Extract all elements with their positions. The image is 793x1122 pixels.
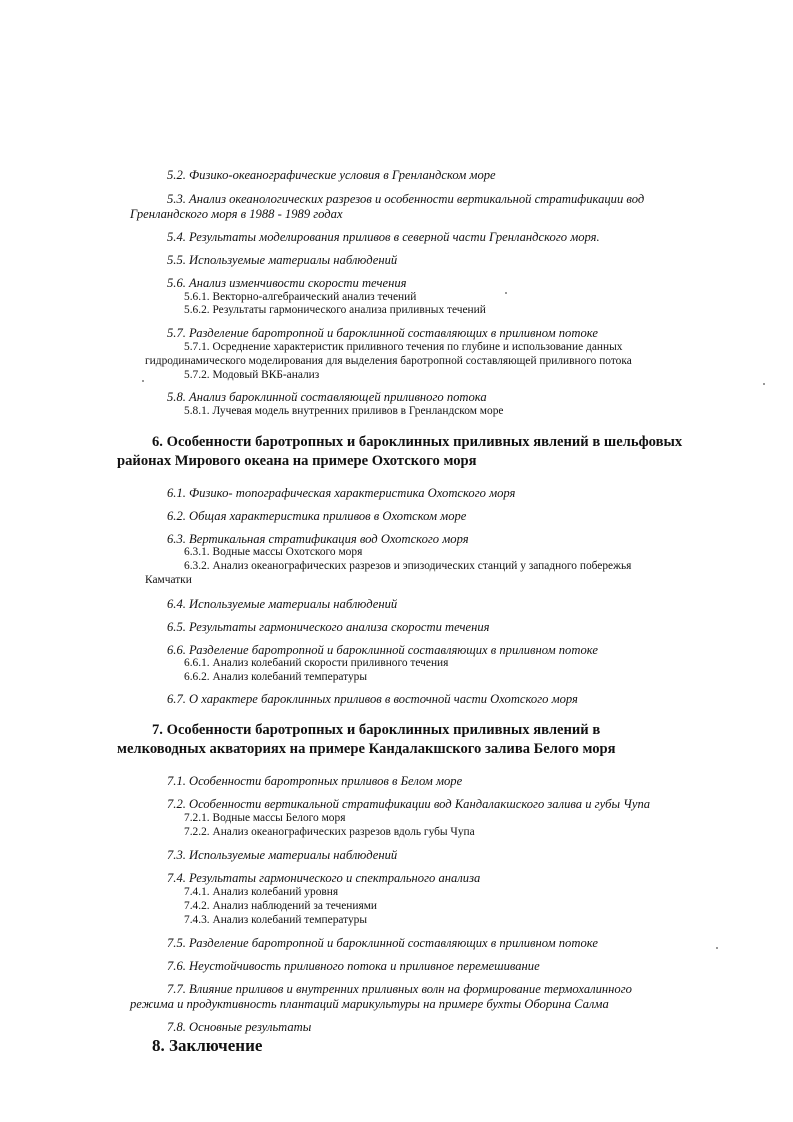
scan-speck (505, 292, 507, 294)
toc-entry-6-5: 6.5. Результаты гармонического анализа скорости течения (167, 620, 490, 634)
toc-entry-6-3-2-cont: Камчатки (145, 574, 192, 586)
toc-entry-6-6-1: 6.6.1. Анализ колебаний скорости приливного течения (184, 657, 449, 669)
toc-entry-5-7: 5.7. Разделение баротропной и бароклинной составляющих в приливном потоке (167, 326, 598, 340)
toc-entry-6-6-2: 6.6.2. Анализ колебаний температуры (184, 671, 368, 683)
toc-entry-7-2: 7.2. Особенности вертикальной стратификации вод Кандалакшского залива и губы Чупа (167, 797, 651, 811)
toc-entry-7-8: 7.8. Основные результаты (167, 1020, 312, 1034)
toc-entry-7-2-2: 7.2.2. Анализ океанографических разрезов вдоль губы Чупа (184, 826, 475, 838)
chapter-7-title: 7. Особенности баротропных и бароклинных приливных явлений в (152, 722, 601, 738)
toc-entry-6-2: 6.2. Общая характеристика приливов в Охотском море (167, 509, 467, 523)
toc-entry-6-7: 6.7. О характере бароклинных приливов в восточной части Охотского моря (167, 692, 578, 706)
toc-entry-5-3-cont: Гренландского моря в 1988 - 1989 годах (130, 207, 343, 221)
toc-entry-5-6-1: 5.6.1. Векторно-алгебраический анализ течений (184, 291, 417, 303)
toc-entry-7-4-1: 7.4.1. Анализ колебаний уровня (184, 886, 339, 898)
chapter-8-title: 8. Заключение (152, 1036, 263, 1055)
toc-entry-5-7-1-cont: гидродинамического моделирования для выделения баротропной составляющей приливного потока (145, 355, 632, 367)
chapter-6-title-cont: районах Мирового океана на примере Охотского моря (117, 453, 477, 469)
toc-entry-5-2: 5.2. Физико-океанографические условия в Гренландском море (167, 168, 496, 182)
chapter-7-title-cont: мелководных акваториях на примере Кандалакшского залива Белого моря (117, 741, 616, 757)
toc-entry-6-3-1: 6.3.1. Водные массы Охотского моря (184, 546, 363, 558)
toc-entry-5-6: 5.6. Анализ изменчивости скорости течения (167, 276, 407, 290)
toc-entry-7-3: 7.3. Используемые материалы наблюдений (167, 848, 398, 862)
toc-entry-5-7-2: 5.7.2. Модовый ВКБ-анализ (184, 369, 320, 381)
toc-entry-7-4: 7.4. Результаты гармонического и спектрального анализа (167, 871, 481, 885)
toc-entry-6-3-2: 6.3.2. Анализ океанографических разрезов и эпизодических станций у западного побережья (184, 560, 632, 572)
toc-entry-5-8-1: 5.8.1. Лучевая модель внутренних приливов в Гренландском море (184, 405, 504, 417)
toc-entry-5-6-2: 5.6.2. Результаты гармонического анализа приливных течений (184, 304, 486, 316)
toc-entry-7-4-2: 7.4.2. Анализ наблюдений за течениями (184, 900, 378, 912)
toc-entry-7-7-cont: режима и продуктивность плантаций марикультуры на примере бухты Оборина Салма (130, 997, 609, 1011)
toc-entry-5-5: 5.5. Используемые материалы наблюдений (167, 253, 398, 267)
toc-entry-7-5: 7.5. Разделение баротропной и бароклинной составляющих в приливном потоке (167, 936, 598, 950)
toc-entry-5-3: 5.3. Анализ океанологических разрезов и особенности вертикальной стратификации вод (167, 192, 645, 206)
toc-entry-6-4: 6.4. Используемые материалы наблюдений (167, 597, 398, 611)
toc-entry-7-1: 7.1. Особенности баротропных приливов в Белом море (167, 774, 463, 788)
scan-speck (142, 380, 144, 382)
toc-entry-7-2-1: 7.2.1. Водные массы Белого моря (184, 812, 346, 824)
toc-entry-6-3: 6.3. Вертикальная стратификация вод Охотского моря (167, 532, 469, 546)
toc-entry-5-8: 5.8. Анализ бароклинной составляющей приливного потока (167, 390, 487, 404)
chapter-6-title: 6. Особенности баротропных и бароклинных приливных явлений в шельфовых (152, 434, 683, 450)
toc-entry-5-4: 5.4. Результаты моделирования приливов в северной части Гренландского моря. (167, 230, 600, 244)
scan-speck (763, 383, 765, 385)
toc-entry-7-7: 7.7. Влияние приливов и внутренних приливных волн на формирование термохалинного (167, 982, 632, 996)
toc-entry-5-7-1: 5.7.1. Осреднение характеристик приливного течения по глубине и использование данных (184, 341, 623, 353)
scan-speck (716, 947, 718, 949)
toc-entry-6-6: 6.6. Разделение баротропной и бароклинной составляющих в приливном потоке (167, 643, 598, 657)
toc-entry-7-4-3: 7.4.3. Анализ колебаний температуры (184, 914, 368, 926)
toc-entry-7-6: 7.6. Неустойчивость приливного потока и приливное перемешивание (167, 959, 540, 973)
toc-entry-6-1: 6.1. Физико- топографическая характеристика Охотского моря (167, 486, 516, 500)
